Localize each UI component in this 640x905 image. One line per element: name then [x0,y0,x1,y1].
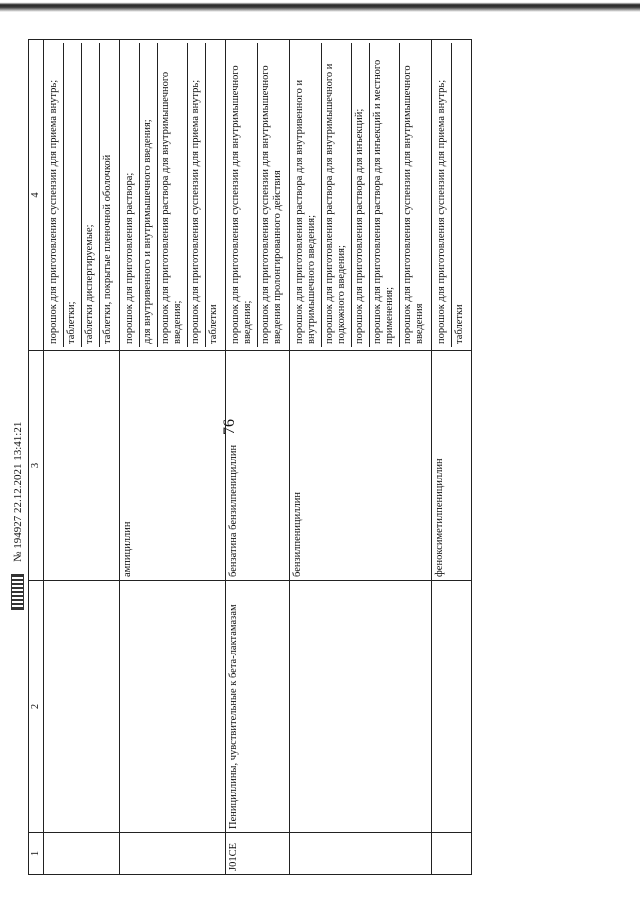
cell-group [432,581,472,833]
cell-group [120,581,226,833]
dosage-form-item: порошок для приготовления раствора для внутривенного и внутримышечного введения; [292,43,322,347]
cell-name: феноксиметилпенициллин [432,351,472,581]
cell-code [44,833,120,875]
cell-forms [226,40,290,351]
dosage-form-item: порошок для приготовления суспензии для приема внутрь; [188,43,206,347]
cell-code [120,833,226,875]
table-row [432,40,472,875]
document-id: № 194927 22.12.2021 13:41:21 [12,421,24,562]
cell-forms [44,40,120,351]
cell-code: J01CE [226,833,290,875]
header-col-3: 3 [29,351,44,581]
dosage-form-item: для внутривенного и внутримышечного введения; [140,43,158,347]
dosage-form-item: порошок для приготовления суспензии для внутримышечного введения пролонгированного действия [260,65,283,344]
cell-forms [120,40,226,351]
dosage-form-item: порошок для приготовления раствора для инъекций и местного применения; [370,43,400,347]
cell-group [44,581,120,833]
cell-forms [432,40,472,351]
dosage-form-item: порошок для приготовления раствора для инъекций; [352,43,370,347]
cell-name [44,351,120,581]
page-number: 76 [221,419,238,435]
dosage-form-item: порошок для приготовления суспензии для внутримышечного введения; [228,43,258,347]
dosage-form-item: таблетки; [64,43,82,347]
dosage-form-item: таблетки, покрытые пленочной оболочкой [102,154,113,344]
cell-group [290,581,432,833]
scan-edge [0,0,640,12]
dosage-form-item: порошок для приготовления раствора для внутримышечного введения; [158,43,188,347]
footer [8,310,48,610]
dosage-form-item: порошок для приготовления суспензии для внутримышечного введения [402,65,425,344]
dosage-form-item: порошок для приготовления суспензии для приема внутрь; [46,43,64,347]
table-row [44,40,120,875]
cell-forms [290,40,432,351]
dosage-form-item: таблетки диспергируемые; [82,43,100,347]
dosage-form-item: порошок для приготовления раствора; [122,43,140,347]
cell-code [290,833,432,875]
cell-name: бензилпенициллин [290,351,432,581]
header-col-4: 4 [29,40,44,351]
header-col-1: 1 [29,833,44,875]
dosage-form-item: таблетки [208,304,219,344]
dosage-form-item: порошок для приготовления суспензии для приема внутрь; [434,43,452,347]
cell-name: ампициллин [120,351,226,581]
dosage-form-item: порошок для приготовления раствора для внутримышечного и подкожного введения; [322,43,352,347]
document-content [28,40,465,875]
header-col-2: 2 [29,581,44,833]
drug-table [28,39,472,875]
cell-code [432,833,472,875]
table-row [226,40,290,875]
stamp-logo [11,574,24,610]
cell-group: Пенициллины, чувствительные к бета-лактамазам [226,581,290,833]
table-row [120,40,226,875]
table-row [290,40,432,875]
cell-name: бензатина бензилпенициллин [226,351,290,581]
dosage-form-item: таблетки [454,304,465,344]
